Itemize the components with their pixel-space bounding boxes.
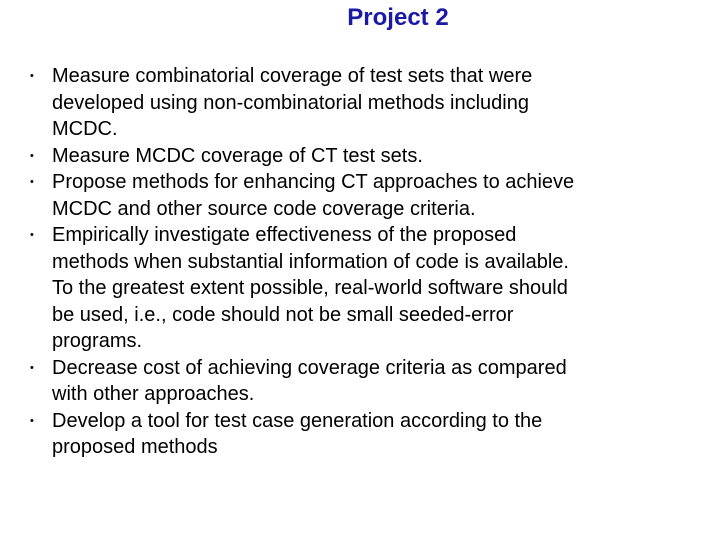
- bullet-dot-icon: •: [30, 70, 34, 82]
- bullet-text-line: Propose methods for enhancing CT approaches to achieve: [52, 171, 575, 193]
- bullet-dot-icon: •: [30, 149, 34, 162]
- bullet-text-line: programs.: [52, 330, 143, 352]
- bullet-text-line: To the greatest extent possible, real-world software should: [52, 277, 568, 299]
- bullet-item: [30, 63, 690, 143]
- bullet-text-line: methods when substantial information of code is available.: [52, 250, 569, 273]
- bullet-text-line: Empirically investigate effectiveness of the proposed: [52, 224, 517, 246]
- bullet-text-line: MCDC and other source code coverage criteria.: [52, 197, 476, 220]
- bullet-text-line: Decrease cost of achieving coverage criteria as compared: [52, 356, 567, 379]
- bullet-item: [30, 143, 690, 170]
- bullet-item: [30, 222, 690, 355]
- bullet-dot-icon: •: [30, 176, 34, 188]
- bullet-text-line: developed using non-combinatorial methods including: [52, 91, 529, 114]
- bullet-text-line: be used, i.e., code should not be small seeded-error: [52, 303, 514, 326]
- bullet-dot-icon: •: [30, 361, 34, 374]
- slide-title: Project 2: [347, 4, 449, 31]
- bullet-text-line: Measure MCDC coverage of CT test sets.: [52, 144, 423, 167]
- bullet-text-line: MCDC.: [52, 118, 118, 140]
- bullet-list: [30, 63, 690, 461]
- bullet-item: [30, 355, 690, 408]
- bullet-item: [30, 169, 690, 222]
- bullet-text-line: with other approaches.: [52, 383, 255, 405]
- bullet-item: [30, 408, 690, 461]
- bullet-dot-icon: •: [30, 414, 34, 427]
- bullet-text-line: Develop a tool for test case generation according to the: [52, 409, 543, 432]
- bullet-text-line: Measure combinatorial coverage of test sets that were: [52, 65, 533, 87]
- bullet-text-line: proposed methods: [52, 436, 218, 458]
- bullet-dot-icon: •: [30, 229, 34, 241]
